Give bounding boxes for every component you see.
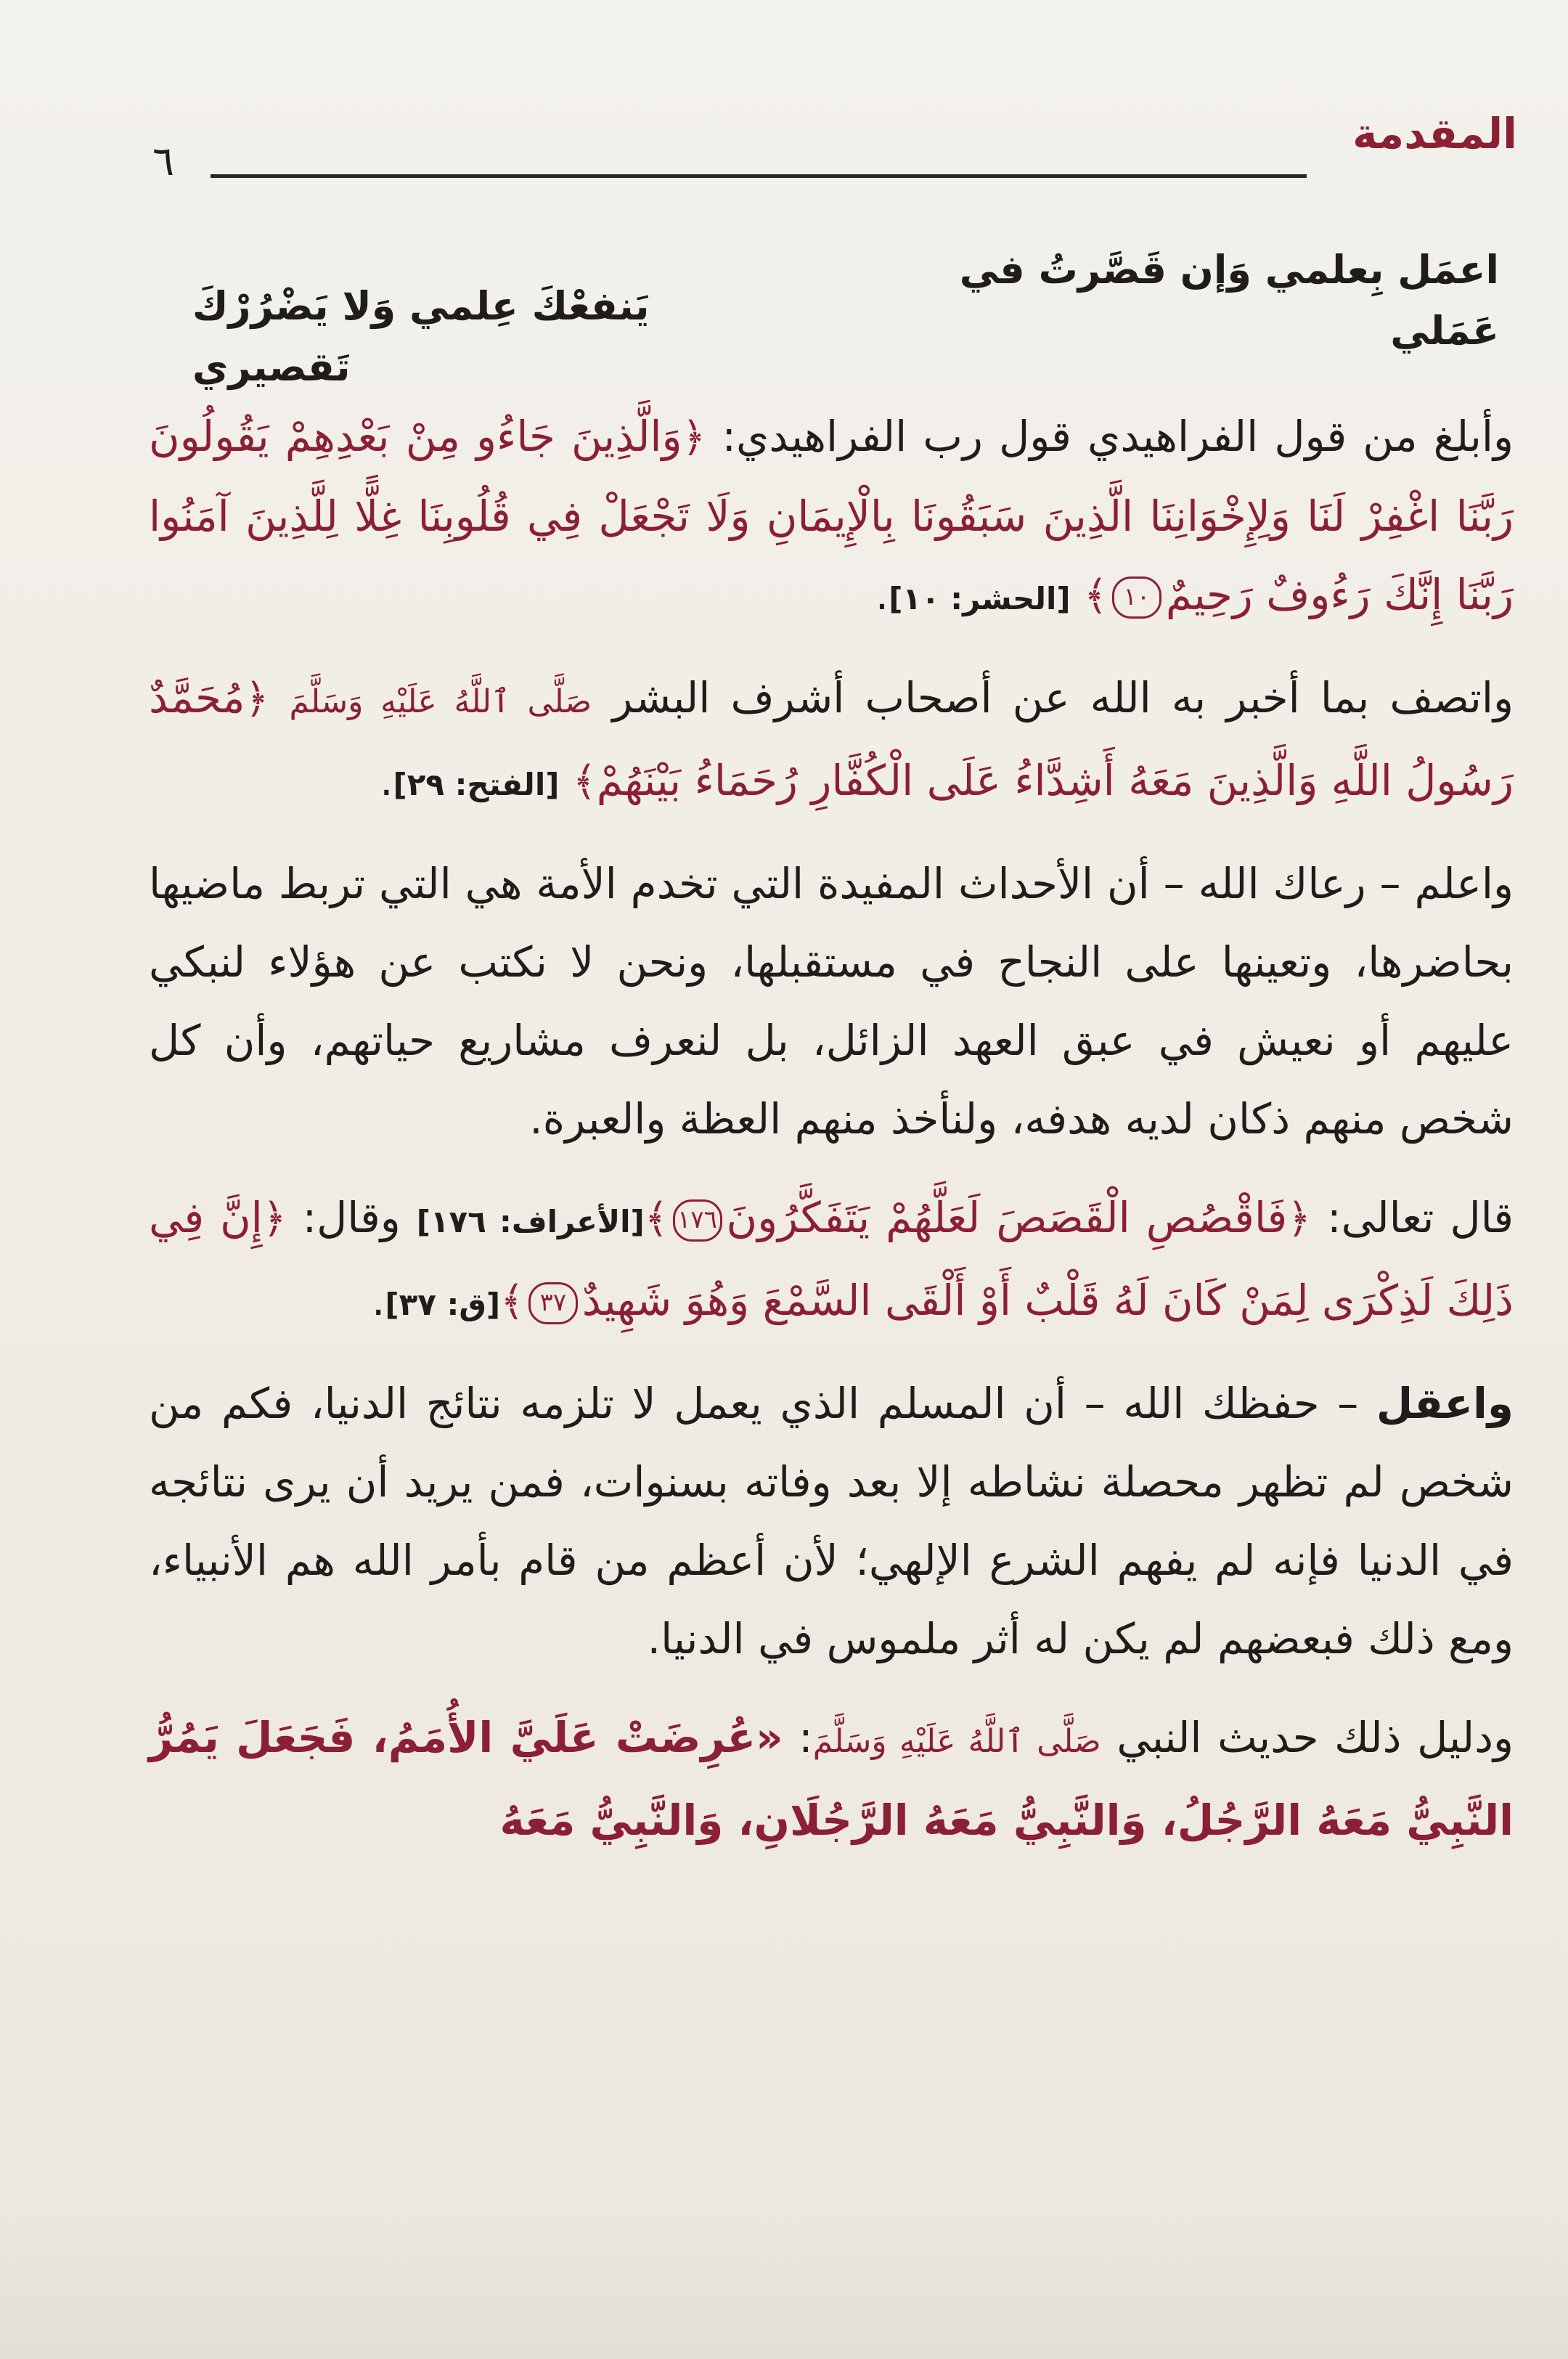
- paragraph-stories: [149, 1178, 1514, 1344]
- sentence-end: .: [380, 756, 393, 806]
- quran-bracket-open: ﴿: [1287, 1195, 1312, 1243]
- page-bottom-shade: [0, 2199, 1568, 2359]
- verse-reference: [ق: ٣٧]: [385, 1287, 501, 1323]
- paragraph-body: – حفظك الله – أن المسلم الذي يعمل لا تلزمه نتائج الدنيا، فكم من شخص لم تظهر محصلة نشاطه إلا بعد وفاته بسنوات، فمن يريد أن يرى نتائجه في الدنيا فإنه لم يفهم الشرع الإلهي؛ لأن أعظم من قام بأمر الله هم الأنبياء، ومع ذلك فبعضهم لم يكن له أثر ملموس في الدنيا.: [149, 1379, 1514, 1664]
- chapter-title: المقدمة: [1352, 109, 1517, 158]
- quran-bracket-open: ﴿: [245, 675, 269, 723]
- paragraph-events: واعلم – رعاك الله – أن الأحداث المفيدة التي تخدم الأمة هي التي تربط ماضيها بحاضرها، وتعينها على النجاح في مستقبلها، ونحن لا نكتب عن هؤلاء لنبكي عليهم أو نعيش في عبق العهد الزائل، بل لنعرف مشاريع حياتهم، وأن كل شخص منهم ذكان لديه هدفه، ولنأخذ منهم العظة والعبرة.: [149, 859, 1514, 1144]
- ayah-number-badge: ٣٧: [528, 1282, 578, 1324]
- ayah-number-badge: ١٧٦: [673, 1199, 722, 1242]
- paragraph-lead: قال تعالى:: [1311, 1193, 1514, 1243]
- poem-second-hemistich: يَنفعْكَ عِلمي وَلا يَضْرُرْكَ تَقصيري: [192, 283, 650, 390]
- paragraph-lead: واتصف بما أخبر به الله عن أصحاب أشرف البشر: [592, 673, 1514, 723]
- paragraph-companions: [149, 659, 1514, 824]
- quran-verse-fath: مُحَمَّدٌ رَسُولُ اللَّهِ وَالَّذِينَ مَعَهُ أَشِدَّاءُ عَلَى الْكُفَّارِ رُحَمَاءُ بَيْنَهُمْ: [149, 673, 1514, 806]
- quran-verse-hashr: وَالَّذِينَ جَاءُو مِنْ بَعْدِهِمْ يَقُولُونَ رَبَّنَا اغْفِرْ لَنَا وَلِإِخْوَانِنَا الَّذِينَ سَبَقُونَا بِالْإِيمَانِ وَلَا تَجْعَلْ فِي قُلُوبِنَا غِلًّا لِلَّذِينَ آمَنُوا رَبَّنَا إِنَّكَ رَءُوفٌ رَحِيمٌ: [149, 412, 1514, 620]
- poem-first-hemistich: اعمَل بِعلمي وَإن قَصَّرتُ في عَمَلي: [959, 247, 1499, 354]
- quran-verse-qaf: إِنَّ فِي ذَلِكَ لَذِكْرَى لِمَنْ كَانَ لَهُ قَلْبٌ أَوْ أَلْقَى السَّمْعَ وَهُوَ شَهِيدٌ: [149, 1193, 1514, 1326]
- header-rule: [211, 174, 1307, 178]
- sentence-end: .: [371, 1276, 385, 1326]
- verse-reference: [الفتح: ٢٩]: [393, 767, 560, 803]
- quran-bracket-open: ﴿: [682, 414, 706, 462]
- verse-reference: [الحشر: ١٠]: [889, 581, 1071, 617]
- page-header: [152, 109, 1517, 185]
- paragraph-farahidi: [149, 397, 1514, 638]
- spacer: [149, 824, 1514, 844]
- salawat-glyph: صَلَّى ٱللَّهُ عَلَيْهِ وَسَلَّمَ: [812, 1723, 1101, 1761]
- quran-bracket-close: ﴾: [572, 758, 597, 806]
- spacer: [149, 1344, 1514, 1364]
- paragraph-lead: وأبلغ من قول الفراهيدي قول رب الفراهيدي:: [706, 412, 1514, 462]
- quran-bracket-close: ﴾: [500, 1278, 524, 1326]
- paragraph-results: [149, 1364, 1514, 1678]
- paragraph-hadith: [149, 1698, 1514, 1859]
- quran-bracket-close: ﴾: [644, 1195, 669, 1243]
- paragraph-lead-bold: واعقل: [1376, 1379, 1514, 1429]
- quran-bracket-open: ﴿: [262, 1195, 287, 1243]
- quote-open: «: [756, 1713, 783, 1763]
- connector-text: وقال:: [286, 1193, 417, 1243]
- hadith-text: عُرِضَتْ عَلَيَّ الأُمَمُ، فَجَعَلَ يَمُرُّ النَّبِيُّ مَعَهُ الرَّجُلُ، وَالنَّبِيُّ مَعَهُ الرَّجُلَانِ، وَالنَّبِيُّ مَعَهُ: [149, 1713, 1514, 1846]
- paragraph-lead: ودليل ذلك حديث النبي: [1101, 1713, 1514, 1763]
- page-number: ٦: [152, 138, 175, 185]
- colon: :: [783, 1713, 813, 1763]
- salawat-glyph: صَلَّى ٱللَّهُ عَلَيْهِ وَسَلَّمَ: [289, 683, 592, 721]
- page-content: [149, 240, 1514, 1859]
- quran-verse-araf: فَاقْصُصِ الْقَصَصَ لَعَلَّهُمْ يَتَفَكَّرُونَ: [726, 1193, 1288, 1243]
- spacer: [149, 638, 1514, 659]
- poem-verse: [192, 240, 1499, 397]
- verse-reference: [الأعراف: ١٧٦]: [416, 1204, 645, 1240]
- ayah-number-badge: ١٠: [1112, 576, 1161, 619]
- spacer: [149, 1678, 1514, 1698]
- quran-bracket-close: ﴾: [1084, 572, 1108, 620]
- spacer: [149, 1158, 1514, 1178]
- sentence-end: .: [875, 570, 889, 620]
